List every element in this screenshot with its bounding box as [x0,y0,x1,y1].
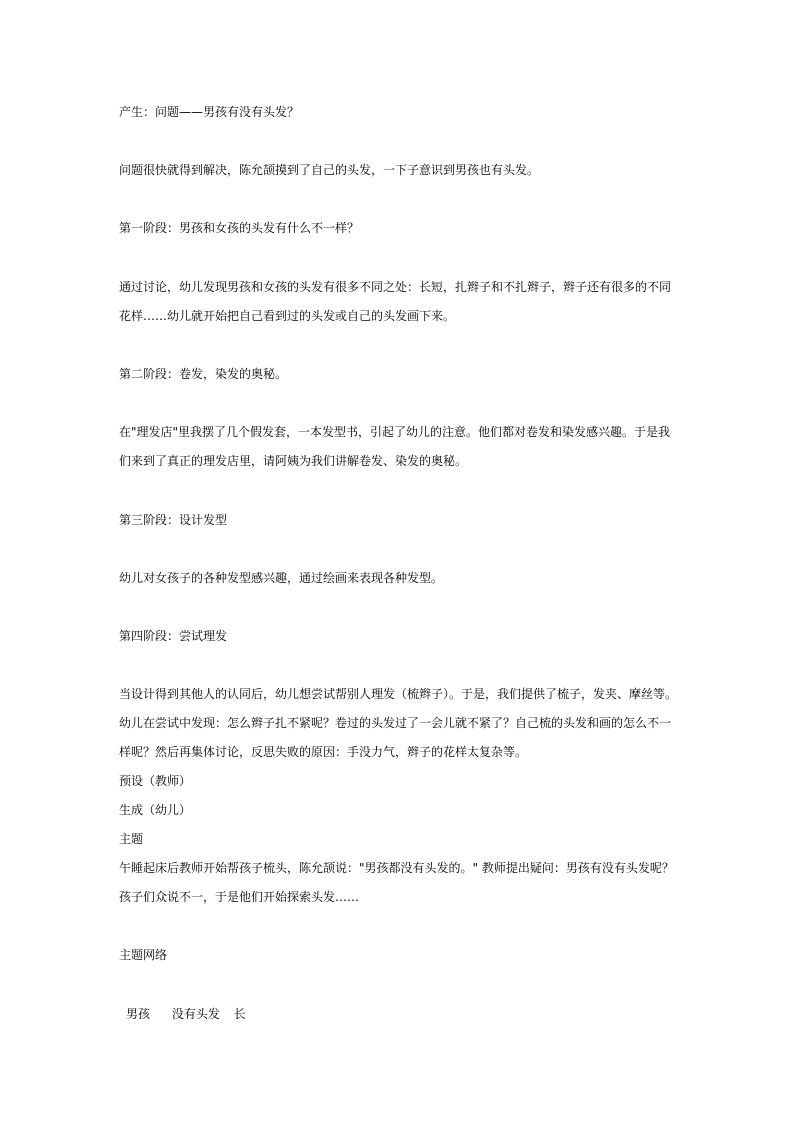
stage-four-text-line-3: 样呢？然后再集体讨论，反思失败的原因：手没力气，辫子的花样太复杂等。 [119,745,528,759]
paragraph-solution: 问题很快就得到解决，陈允颉摸到了自己的头发，一下子意识到男孩也有头发。 [119,163,540,177]
preset-teacher-label: 预设（教师） [119,774,192,788]
network-item-boy: 男孩 [126,1007,151,1021]
network-item-long: 长 [233,1007,246,1021]
stage-two-heading: 第二阶段：卷发，染发的奥秘。 [119,367,288,381]
stage-one-text-line-1: 通过讨论，幼儿发现男孩和女孩的头发有很多不同之处：长短，扎辫子和不扎辫子，辫子还有很多的不同 [119,280,672,294]
theme-label: 主题 [119,832,144,846]
stage-one-heading: 第一阶段：男孩和女孩的头发有什么不一样？ [119,221,360,235]
theme-text-line-1: 午睡起床后教师开始帮孩子梳头，陈允颉说："男孩都没有头发的。" 教师提出疑问：男孩有没有头发呢？ [119,861,674,875]
stage-three-text: 幼儿对女孩子的各种发型感兴趣，通过绘画来表现各种发型。 [119,571,444,585]
stage-two-text-line-1: 在"理发店"里我摆了几个假发套，一本发型书，引起了幼儿的注意。他们都对卷发和染发感兴趣。于是我 [119,425,671,439]
theme-text-line-2: 孩子们众说不一，于是他们开始探索头发…… [119,890,360,904]
stage-four-text-line-2: 幼儿在尝试中发现：怎么辫子扎不紧呢？卷过的头发过了一会儿就不紧了？自己梳的头发和画的怎么不一 [119,716,672,730]
stage-three-heading: 第三阶段：设计发型 [119,513,228,527]
stage-two-text-line-2: 们来到了真正的理发店里，请阿姨为我们讲解卷发、染发的奥秘。 [119,454,468,468]
theme-network-heading: 主题网络 [119,948,168,962]
paragraph-origin: 产生：问题——男孩有没有头发？ [119,105,300,119]
stage-four-heading: 第四阶段：尝试理发 [119,629,228,643]
theme-network-row [126,1006,246,1022]
stage-four-text-line-1: 当设计得到其他人的认同后，幼儿想尝试帮别人理发（梳辫子）。于是，我们提供了梳子，发夹、摩丝等。 [119,687,678,701]
generated-children-label: 生成（幼儿） [119,803,192,817]
network-item-no-hair: 没有头发 [171,1007,220,1021]
stage-one-text-line-2: 花样……幼儿就开始把自己看到过的头发或自己的头发画下来。 [119,309,456,323]
